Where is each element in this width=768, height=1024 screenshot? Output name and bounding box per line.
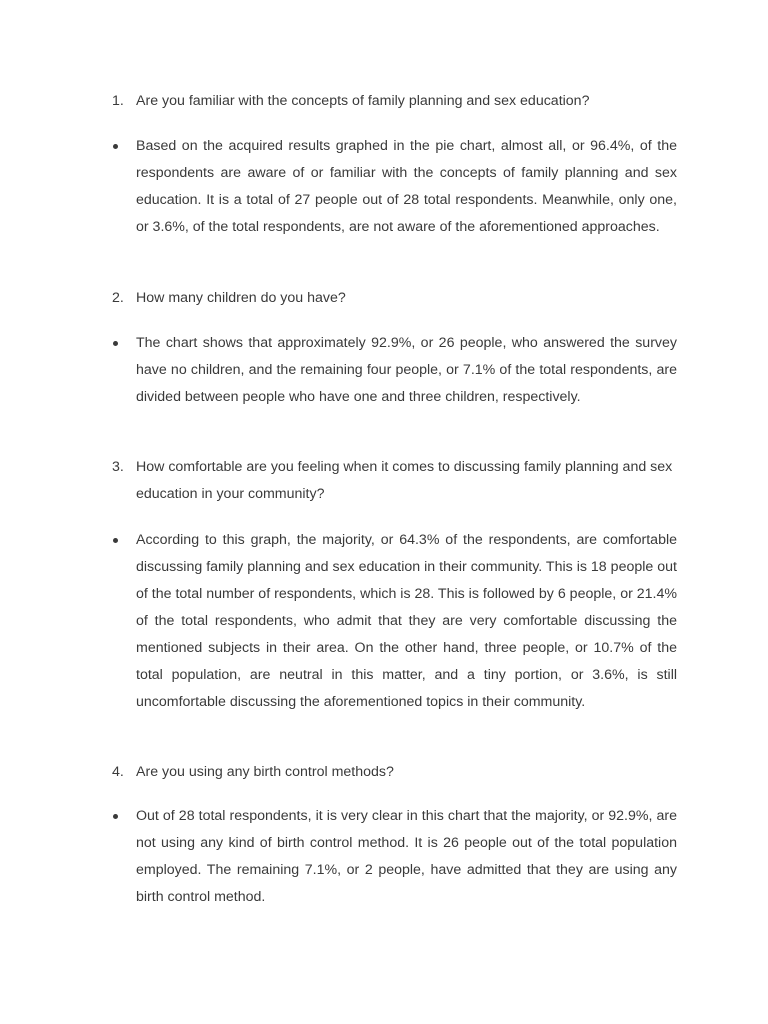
answer-text: Out of 28 total respondents, it is very clear in this chart that the majority, or 92.9%, are not using any kind of birth control method. It is 26 people out of the total population employed. The remaining 7.1%, or 2 people, have admitted that they are using any birth control method. (136, 808, 677, 905)
question-text: How many children do you have? (136, 290, 346, 306)
question-1 (112, 88, 677, 115)
bullet-icon (113, 144, 118, 149)
bullet-icon (113, 538, 118, 543)
answer-text: Based on the acquired results graphed in the pie chart, almost all, or 96.4%, of the respondents are aware of or familiar with the concepts of family planning and sex education. It is a total of 27 people out of 28 total respondents. Meanwhile, only one, or 3.6%, of the total respondents, are not aware of the aforementioned approaches. (136, 138, 677, 235)
answer-text: According to this graph, the majority, or 64.3% of the respondents, are comfortable discussing family planning and sex education in their community. This is 18 people out of the total number of respondents, which is 28. This is followed by 6 people, or 21.4% of the total respondents, who admit that they are very comfortable discussing the mentioned subjects in their area. On the other hand, three people, or 10.7% of the total population, are neutral in this matter, and a tiny portion, or 3.6%, is still uncomfortable discussing the aforementioned topics in their community. (136, 532, 677, 710)
answer-3 (112, 527, 677, 716)
answer-4 (112, 803, 677, 911)
question-text: Are you familiar with the concepts of family planning and sex education? (136, 93, 590, 109)
bullet-icon (113, 341, 118, 346)
question-text: Are you using any birth control methods? (136, 764, 394, 780)
question-4 (112, 759, 677, 786)
question-number: 2. (112, 290, 124, 306)
question-text: How comfortable are you feeling when it comes to discussing family planning and sex education in your community? (136, 459, 673, 502)
answer-2 (112, 330, 677, 411)
answer-text: The chart shows that approximately 92.9%, or 26 people, who answered the survey have no children, and the remaining four people, or 7.1% of the total respondents, are divided between people who have one and three children, respectively. (136, 335, 677, 405)
question-3 (112, 454, 677, 508)
answer-1 (112, 133, 677, 241)
question-number: 4. (112, 764, 124, 780)
question-2 (112, 285, 677, 312)
question-number: 3. (112, 459, 124, 475)
bullet-icon (113, 814, 118, 819)
question-number: 1. (112, 93, 124, 109)
